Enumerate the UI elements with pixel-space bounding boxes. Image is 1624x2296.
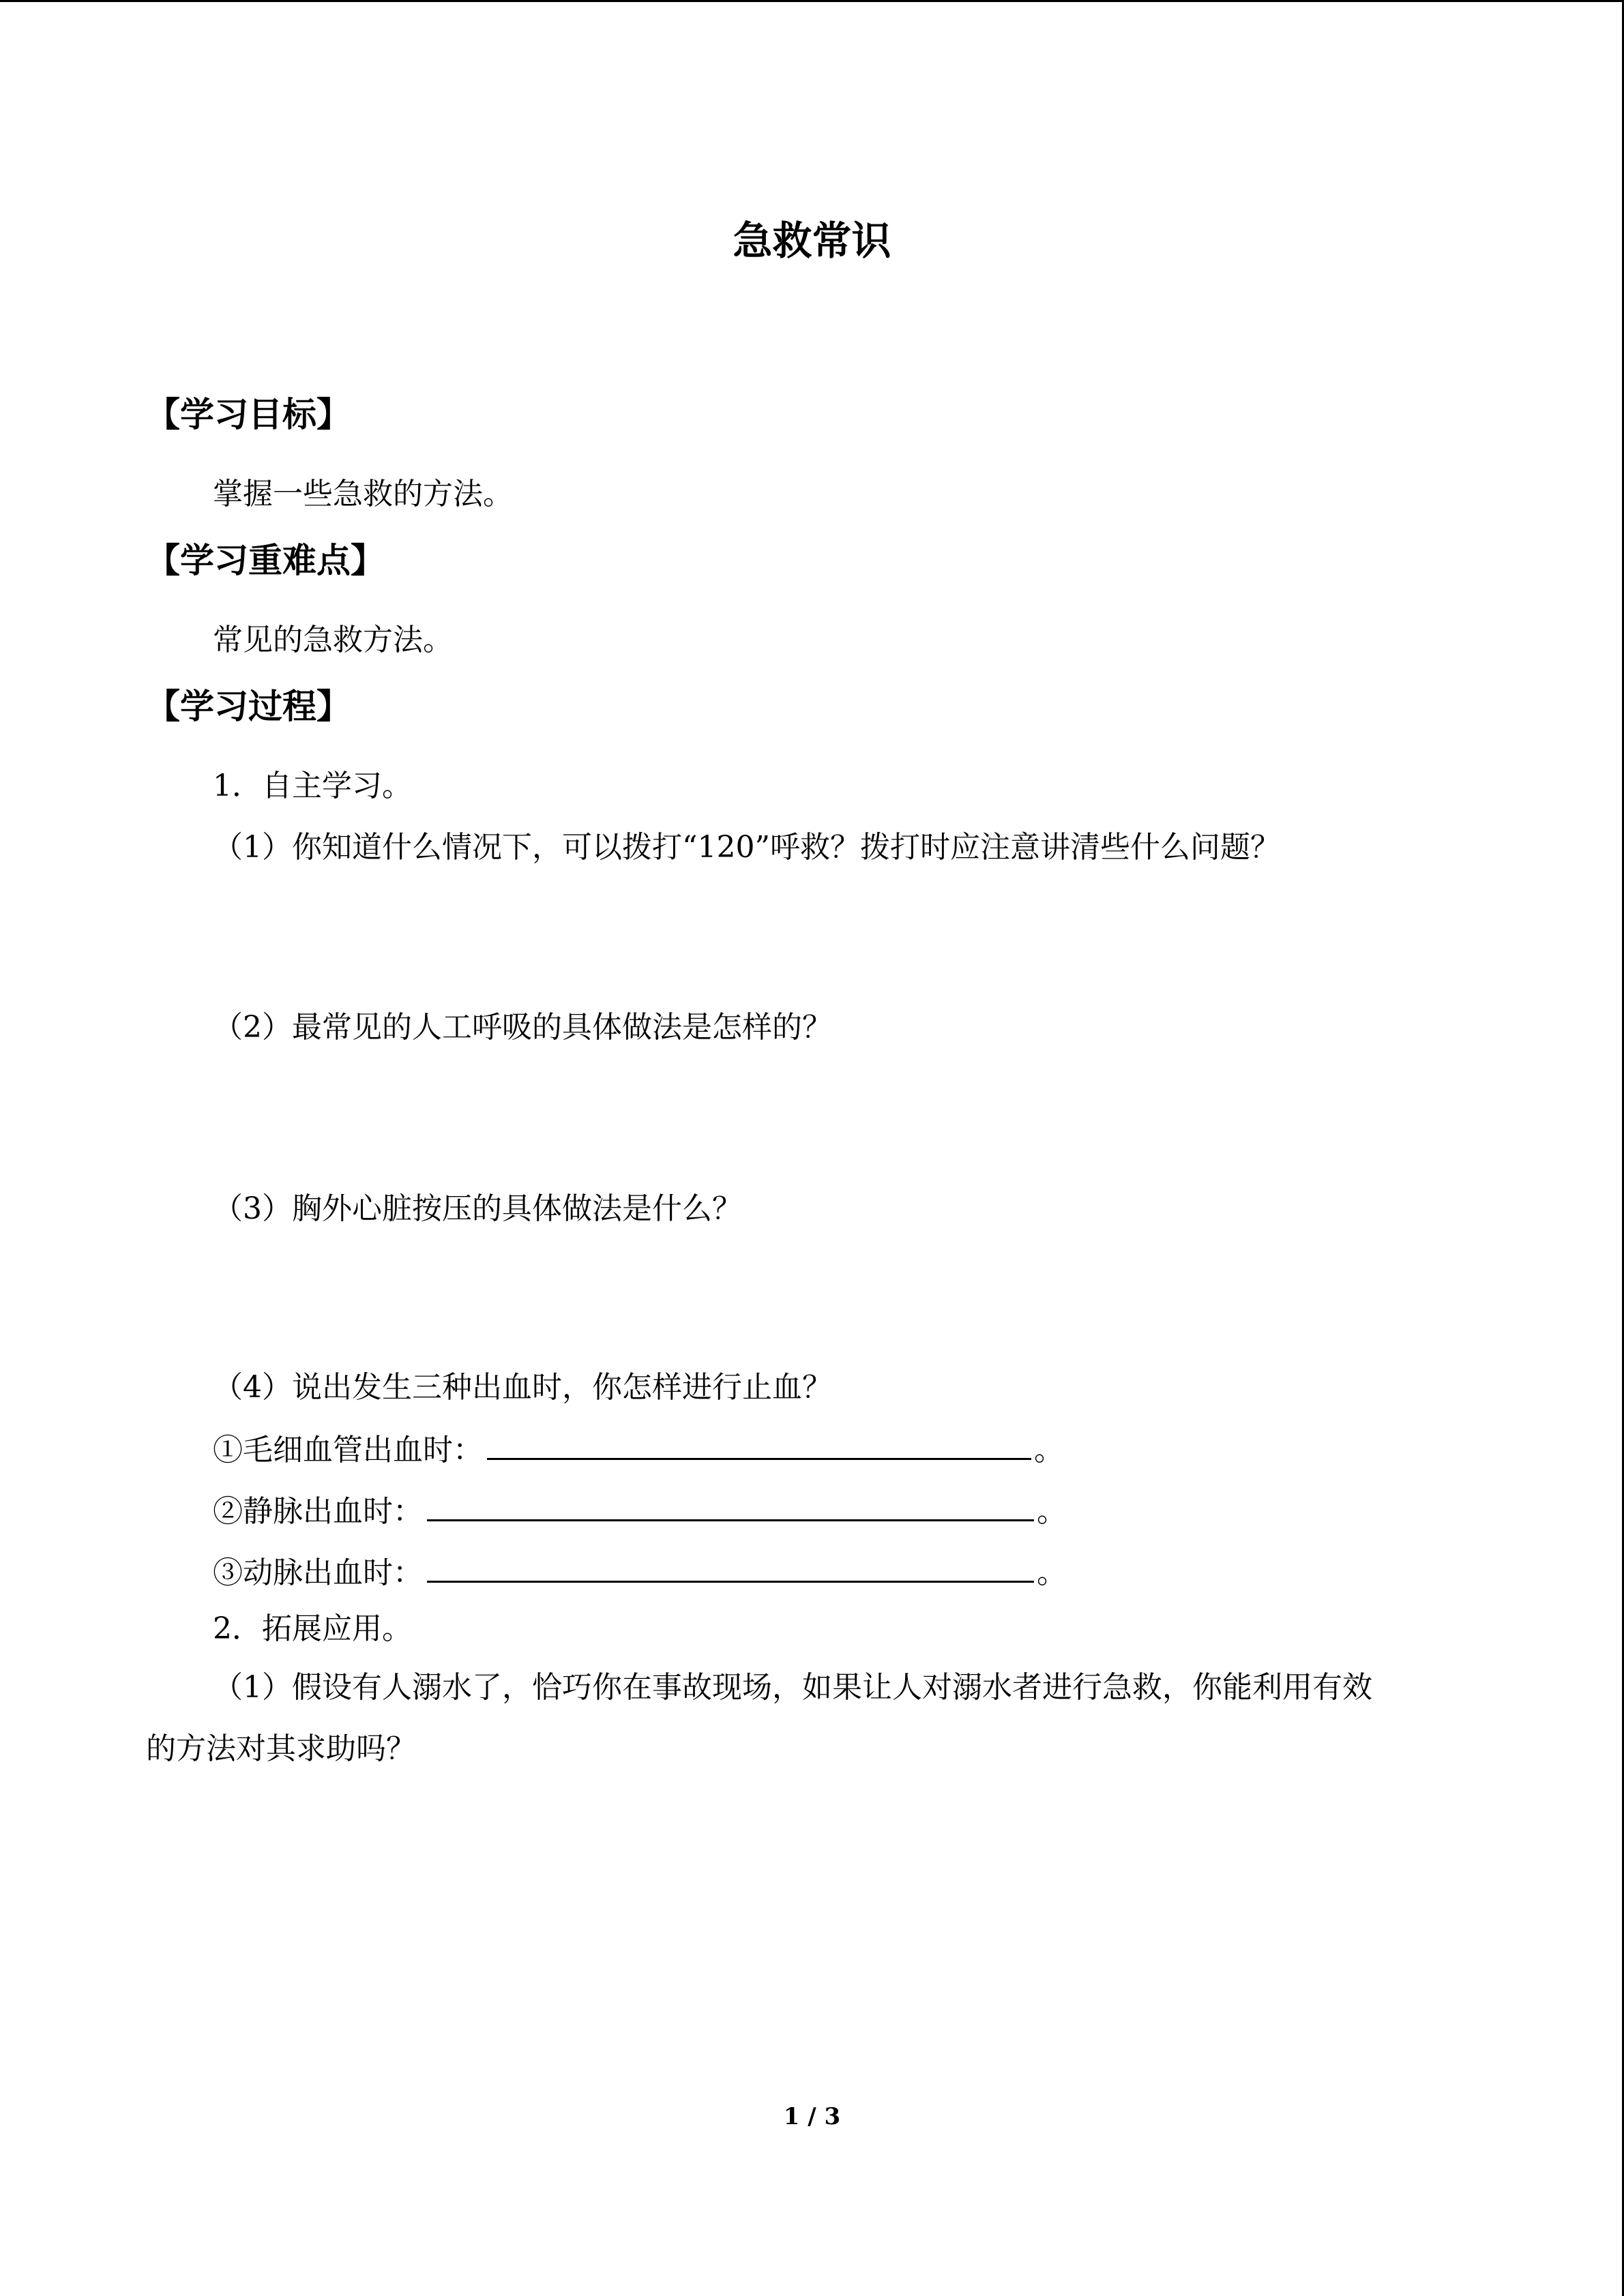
document-title: 急救常识 [733, 218, 891, 264]
answer-blank-artery[interactable] [427, 1548, 1034, 1583]
objectives-text: 掌握一些急救的方法。 [213, 477, 513, 511]
page-number: 1 / 3 [783, 2103, 841, 2130]
question-1-2: （2）最常见的人工呼吸的具体做法是怎样的？ [213, 1010, 832, 1045]
question-1-4: （4）说出发生三种出血时，你怎样进行止血？ [213, 1370, 832, 1405]
blank-line-artery [213, 1548, 1067, 1597]
objectives-heading: 【学习目标】 [146, 394, 351, 434]
blank-line-capillary [213, 1425, 1064, 1474]
blank-end-artery: 。 [1037, 1555, 1067, 1590]
answer-blank-vein[interactable] [427, 1487, 1034, 1521]
question-2-1-line-1: （1）假设有人溺水了，恰巧你在事故现场，如果让人对溺水者进行急救，你能利用有效 [213, 1670, 1372, 1705]
process-heading: 【学习过程】 [146, 686, 351, 726]
answer-blank-capillary[interactable] [487, 1425, 1031, 1460]
blank-label-artery: ③动脉出血时： [213, 1555, 423, 1590]
blank-end-vein: 。 [1037, 1494, 1067, 1529]
key-points-heading: 【学习重难点】 [146, 540, 385, 580]
blank-line-vein [213, 1487, 1067, 1536]
self-study-label: 1．自主学习。 [213, 769, 412, 803]
question-1-1: （1）你知道什么情况下，可以拨打“120”呼救？拨打时应注意讲清些什么问题？ [213, 830, 1280, 865]
blank-end-capillary: 。 [1034, 1433, 1064, 1467]
blank-label-capillary: ①毛细血管出血时： [213, 1433, 483, 1467]
question-1-3: （3）胸外心脏按压的具体做法是什么？ [213, 1191, 742, 1226]
key-points-text: 常见的急救方法。 [213, 623, 453, 657]
blank-label-vein: ②静脉出血时： [213, 1494, 423, 1529]
question-2-1-line-2: 的方法对其求助吗？ [146, 1731, 416, 1766]
application-label: 2．拓展应用。 [213, 1611, 412, 1646]
